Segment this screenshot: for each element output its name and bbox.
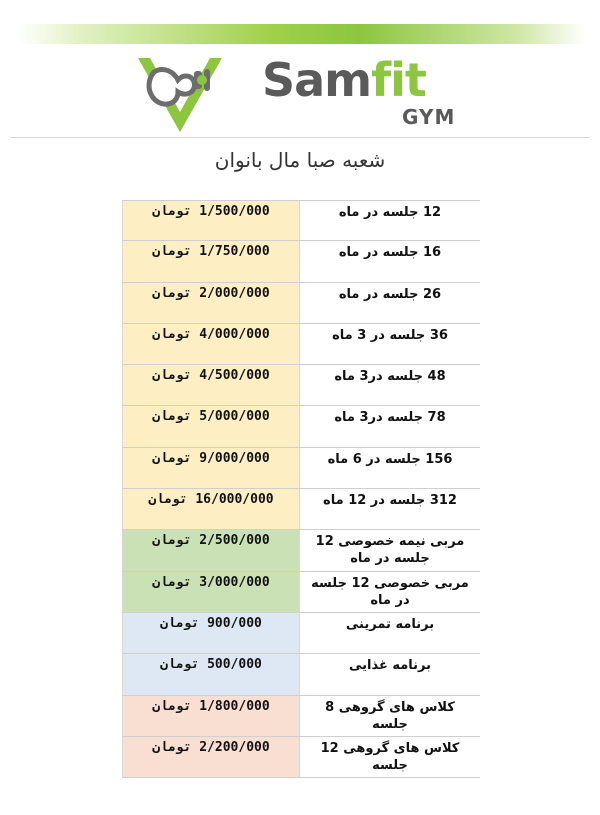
plan-cell: کلاس های گروهی 12 جلسه (300, 737, 480, 777)
plan-cell: کلاس های گروهی 8 جلسه (300, 696, 480, 736)
branch-title: شعبه صبا مال بانوان (214, 148, 386, 172)
price-cell: 2/000/000 تومان (122, 283, 300, 323)
price-cell: 2/500/000 تومان (122, 530, 300, 570)
table-row (122, 737, 480, 778)
table-row (122, 200, 480, 241)
table-row (122, 530, 480, 571)
plan-cell: 156 جلسه در 6 ماه (300, 448, 480, 488)
plan-cell: 48 جلسه در3 ماه (300, 365, 480, 405)
price-cell: 4/000/000 تومان (122, 324, 300, 364)
brand-subtitle: GYM (402, 105, 456, 129)
header-divider (10, 137, 590, 138)
header-gradient-bar (18, 24, 586, 44)
price-cell: 1/800/000 تومان (122, 696, 300, 736)
plan-cell: مربی نیمه خصوصی 12 جلسه در ماه (300, 530, 480, 570)
price-cell: 16/000/000 تومان (122, 489, 300, 529)
plan-cell: 78 جلسه در3 ماه (300, 406, 480, 446)
price-cell: 2/200/000 تومان (122, 737, 300, 777)
table-row (122, 696, 480, 737)
plan-cell: برنامه غذایی (300, 654, 480, 694)
table-row (122, 613, 480, 654)
table-row (122, 406, 480, 447)
price-cell: 1/750/000 تومان (122, 241, 300, 281)
price-cell: 9/000/000 تومان (122, 448, 300, 488)
table-row (122, 324, 480, 365)
table-row (122, 448, 480, 489)
table-row (122, 241, 480, 282)
brand-name (262, 52, 462, 108)
plan-cell: مربی خصوصی 12 جلسه در ماه (300, 572, 480, 612)
plan-cell: 12 جلسه در ماه (300, 201, 480, 240)
plan-cell: 16 جلسه در ماه (300, 241, 480, 281)
brand-name-dark: Sam (262, 53, 372, 107)
table-row (122, 654, 480, 695)
price-table (122, 200, 480, 778)
table-row (122, 572, 480, 613)
plan-cell: 312 جلسه در 12 ماه (300, 489, 480, 529)
table-row (122, 489, 480, 530)
price-cell: 5/000/000 تومان (122, 406, 300, 446)
price-cell: 1/500/000 تومان (122, 201, 300, 240)
plan-cell: برنامه تمرینی (300, 613, 480, 653)
price-cell: 4/500/000 تومان (122, 365, 300, 405)
plan-cell: 26 جلسه در ماه (300, 283, 480, 323)
samfit-logo-icon (134, 52, 226, 136)
plan-cell: 36 جلسه در 3 ماه (300, 324, 480, 364)
brand-name-green: fit (371, 53, 426, 107)
price-cell: 500/000 تومان (122, 654, 300, 694)
table-row (122, 283, 480, 324)
table-row (122, 365, 480, 406)
price-cell: 3/000/000 تومان (122, 572, 300, 612)
price-cell: 900/000 تومان (122, 613, 300, 653)
